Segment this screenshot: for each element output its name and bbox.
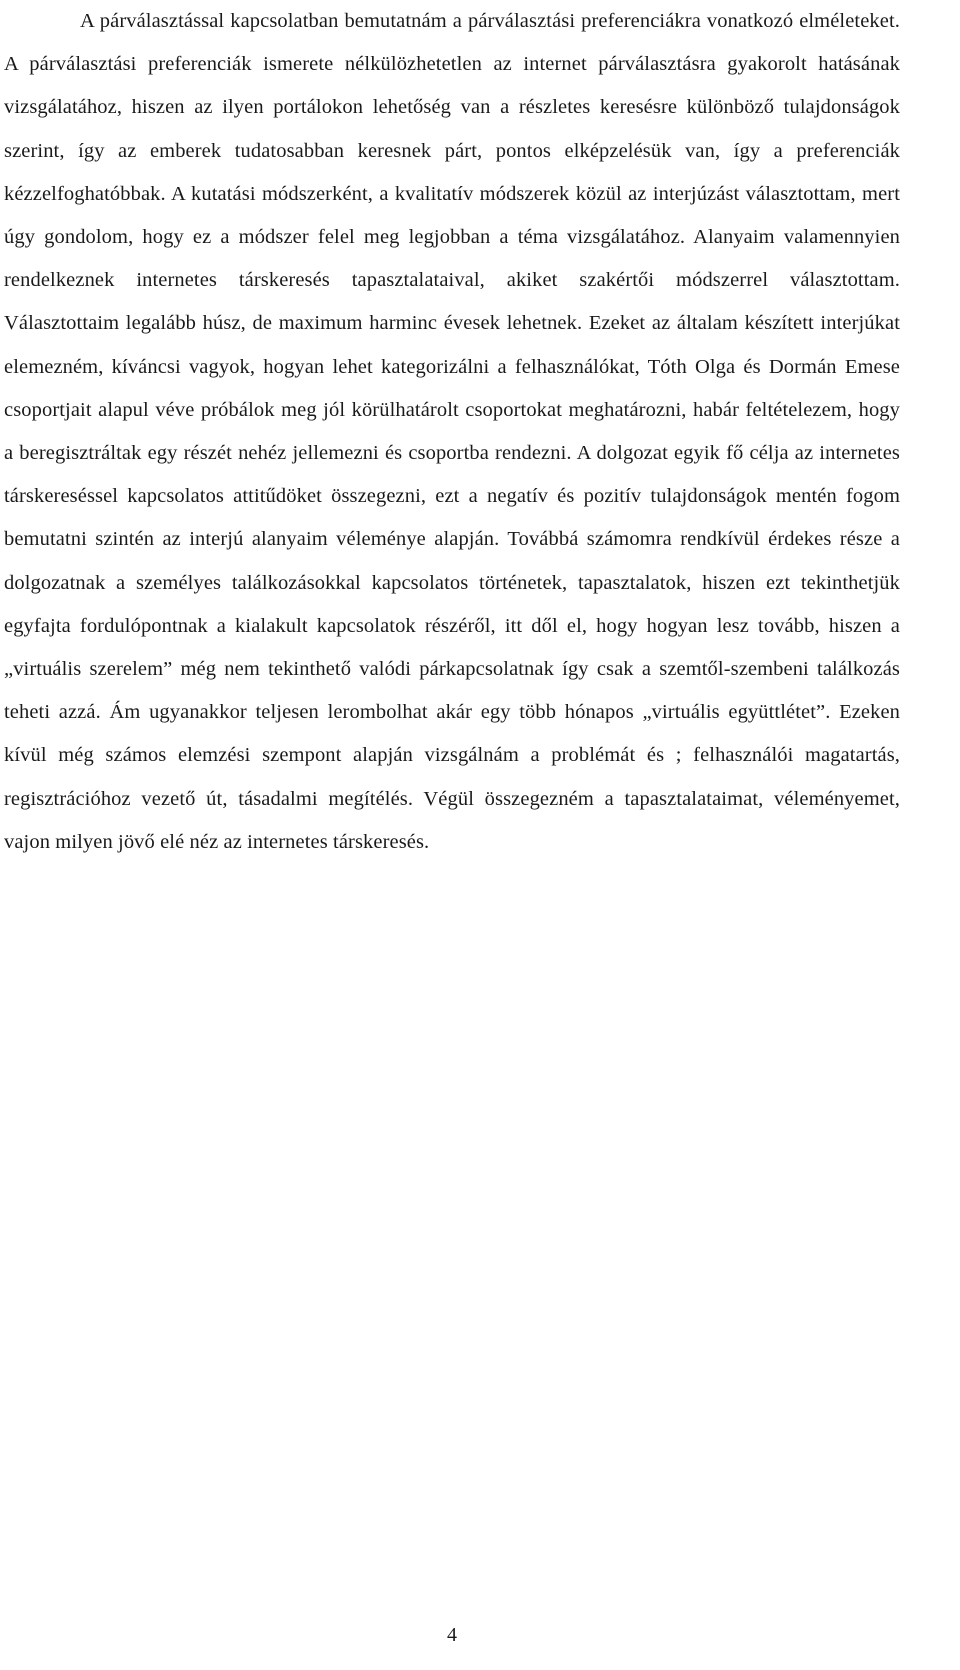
body-paragraph: A párválasztással kapcsolatban bemutatnám a párválasztási preferenciákra vonatkozó elméleteket. A párválasztási preferenciák ismerete nélkülözhetetlen az internet párválasztásra gyakorolt hatásának vizsgálatához, hiszen az ilyen portálokon lehetőség van a részletes keresésre különböző tulajdonságok szerint, így az emberek tudatosabban keresnek párt, pontos elképzelésük van, így a preferenciák kézzelfoghatóbbak. A kutatási módszerként, a kvalitatív módszerek közül az interjúzást választottam, mert úgy gondolom, hogy ez a módszer felel meg legjobban a téma vizsgálatához. Alanyaim valamennyien rendelkeznek internetes társkeresés tapasztalataival, akiket szakértői módszerrel választottam. Választottaim legalább húsz, de maximum harminc évesek lehetnek. Ezeket az általam készített interjúkat elemezném, kíváncsi vagyok, hogyan lehet kategorizálni a felhasználókat, Tóth Olga és Dormán Emese csoportjait alapul véve próbálok meg jól körülhatárolt csoportokat meghatározni, habár feltételezem, hogy a beregisztráltak egy részét nehéz jellemezni és csoportba rendezni. A dolgozat egyik fő célja az internetes társkereséssel kapcsolatos attitűdöket összegezni, ezt a negatív és pozitív tulajdonságok mentén fogom bemutatni szintén az interjú alanyaim véleménye alapján. Továbbá számomra rendkívül érdekes része a dolgozatnak a személyes találkozásokkal kapcsolatos történetek, tapasztalatok, hiszen ezt tekinthetjük egyfajta fordulópontnak a kialakult kapcsolatok részéről, itt dől el, hogy hogyan lesz tovább, hiszen a „virtuális szerelem” még nem tekinthető valódi párkapcsolatnak így csak a szemtől-szembeni találkozás teheti azzá. Ám ugyanakkor teljesen lerombolhat akár egy több hónapos „virtuális együttlétet”. Ezeken kívül még számos elemzési szempont alapján vizsgálnám a problémát és ; felhasználói magatartás, regisztrációhoz vezető út, tásadalmi megítélés. Végül összegezném a tapasztalataimat, véleményemet, vajon milyen jövő elé néz az internetes társkeresés. bbox=[4, 10, 900, 853]
page-number: 4 bbox=[447, 1624, 457, 1646]
document-page bbox=[4, 0, 900, 1670]
